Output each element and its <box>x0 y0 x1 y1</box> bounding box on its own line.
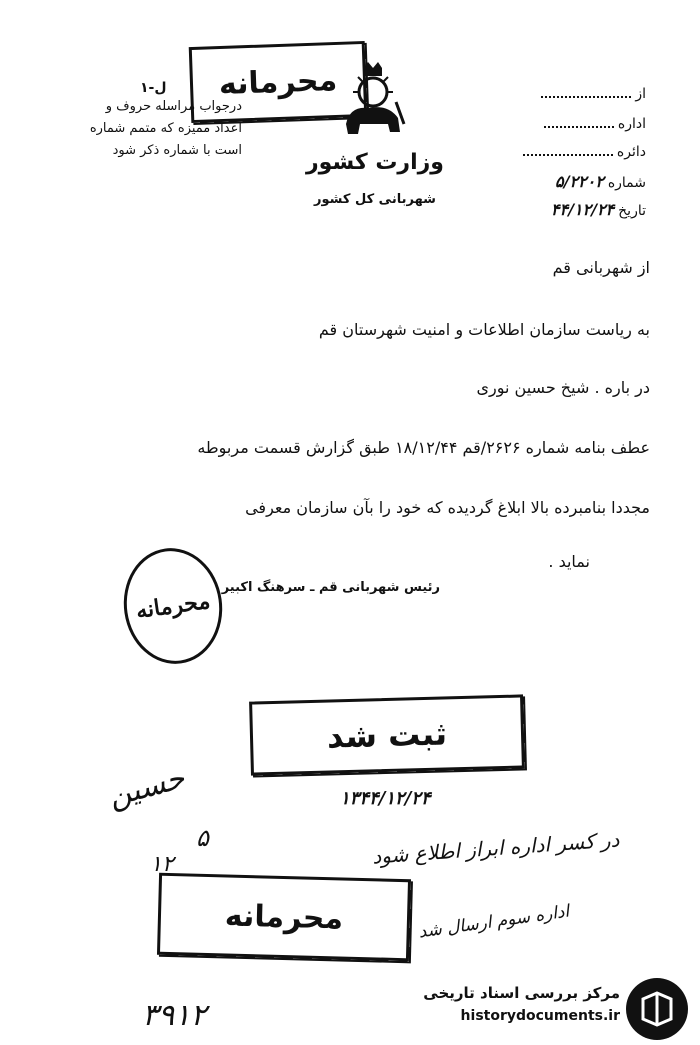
office-field <box>544 116 646 132</box>
department-field <box>523 144 646 160</box>
instruction-line: اعداد ممیزه که متمم شماره <box>89 121 242 136</box>
signature-title: رئیس شهربانی قم ـ سرهنگ اکبیر <box>221 580 440 595</box>
top-stamp-text: محرمانه <box>218 62 338 102</box>
instruction-line: است با شماره ذکر شود <box>112 143 242 158</box>
subject-line: در باره . شیخ حسین نوری <box>476 378 650 397</box>
round-seal <box>116 542 229 671</box>
department-label: دائره <box>616 144 646 160</box>
paragraph-line: نماید . <box>548 552 590 571</box>
handwritten-note: در کسر اداره ابراز اطلاع شود <box>371 827 621 869</box>
paragraph-line: مجددا بنامبرده بالا ابلاغ گردیده که خود را بآن سازمان معرفی <box>245 498 650 517</box>
office-label: اداره <box>617 116 646 132</box>
paragraph-line: عطف بنامه شماره ۲۶۲۶/قم ۱۸/۱۲/۴۴ طبق گزارش قسمت مربوطه <box>197 438 650 457</box>
watermark <box>420 978 690 1038</box>
registered-stamp-text: ثبت شد <box>326 714 448 756</box>
archive-logo-icon <box>626 978 688 1040</box>
handwritten-note: اداره سوم ارسال شد <box>417 901 571 943</box>
date-label: تاریخ <box>618 203 646 219</box>
bottom-stamp-text: محرمانه <box>224 897 344 937</box>
instruction-line: درجواب مراسله حروف و <box>105 99 242 114</box>
date-field <box>551 200 646 219</box>
department-dots <box>523 144 613 156</box>
handwritten-signature: حسین <box>104 760 189 815</box>
police-hq-title: شهربانی کل کشور <box>314 192 436 207</box>
watermark-title: مرکز بررسی اسناد تاریخی <box>423 984 620 1002</box>
number-value: ۵/۲۲۰۲ <box>555 172 604 191</box>
handwritten-number: ۱۲ <box>150 852 174 877</box>
registered-stamp <box>249 694 525 775</box>
from-line: از شهربانی قم <box>552 258 650 277</box>
handwritten-number: ۵ <box>196 824 209 852</box>
number-field <box>555 172 646 191</box>
ministry-title: وزارت کشور <box>306 150 444 175</box>
date-value: ۴۴/۱۲/۲۴ <box>550 200 615 219</box>
office-dots <box>544 116 614 128</box>
from-dots <box>541 86 631 98</box>
lion-and-sun-emblem-icon <box>338 62 408 142</box>
registered-date: ۱۳۴۴/۱۲/۲۴ <box>340 788 431 809</box>
letter-ref: ل-۱ <box>140 80 167 96</box>
bottom-confidential-stamp <box>157 873 411 962</box>
addressee-line: به ریاست سازمان اطلاعات و امنیت شهرستان قم <box>318 320 650 339</box>
from-label: از <box>635 86 646 102</box>
round-seal-text: محرمانه <box>134 587 212 625</box>
from-field <box>541 86 646 102</box>
file-number: ۳۹۱۲ <box>142 998 207 1033</box>
watermark-url: historydocuments.ir <box>460 1008 620 1024</box>
number-label: شماره <box>607 175 646 191</box>
